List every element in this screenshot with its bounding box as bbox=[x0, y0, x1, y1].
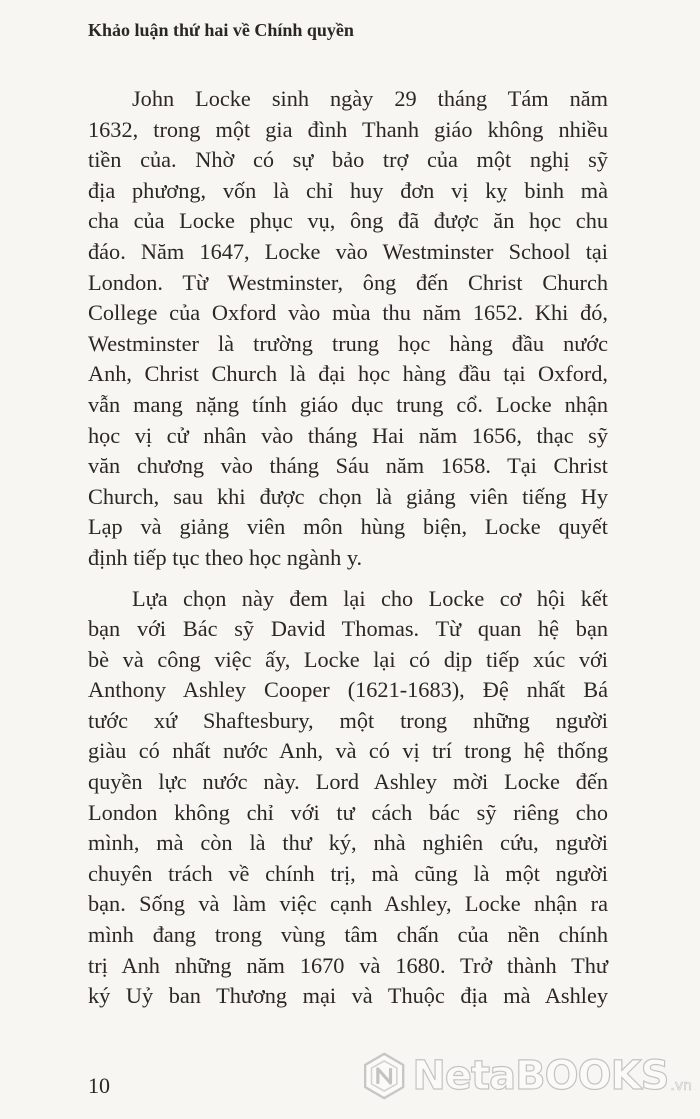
text-line: tiền của. Nhờ có sự bảo trợ của một nghị sỹ bbox=[88, 147, 608, 173]
text-line: vẫn mang nặng tính giáo dục trung cổ. Locke nhận bbox=[88, 391, 608, 417]
running-header: Khảo luận thứ hai về Chính quyền bbox=[88, 20, 354, 40]
text-line: College của Oxford vào mùa thu năm 1652. Khi đó, bbox=[88, 300, 608, 326]
text-line: ký Uỷ ban Thương mại và Thuộc địa mà Ashley bbox=[88, 983, 608, 1009]
text-line: John Locke sinh ngày 29 tháng Tám năm bbox=[132, 86, 608, 111]
text-line: bè và công việc ấy, Locke lại có dịp tiếp xúc với bbox=[88, 646, 608, 672]
text-line: bạn. Sống và làm việc cạnh Ashley, Locke nhận ra bbox=[88, 891, 608, 917]
text-line: định tiếp tục theo học ngành y. bbox=[88, 544, 363, 570]
text-line: Westminster là trường trung học hàng đầu nước bbox=[88, 330, 608, 356]
text-line: tước xứ Shaftesbury, một trong những người bbox=[88, 707, 608, 733]
paragraph bbox=[88, 84, 608, 574]
text-line: văn chương vào tháng Sáu năm 1658. Tại Christ bbox=[88, 453, 608, 479]
text-line: Anthony Ashley Cooper (1621-1683), Đệ nhất Bá bbox=[88, 677, 608, 703]
text-line: 1632, trong một gia đình Thanh giáo không nhiều bbox=[88, 116, 608, 142]
text-line: mình đang trong vùng tâm chấn của nền chính bbox=[88, 922, 608, 948]
netabooks-watermark bbox=[362, 1044, 692, 1108]
text-line: London không chỉ với tư cách bác sỹ riêng cho bbox=[88, 799, 608, 825]
body-text bbox=[88, 84, 608, 1012]
text-line: chuyên trách về chính trị, mà cũng là một người bbox=[88, 860, 608, 886]
text-line: giàu có nhất nước Anh, và có vị trí trong hệ thống bbox=[88, 738, 608, 764]
text-line: Church, sau khi được chọn là giảng viên tiếng Hy bbox=[88, 483, 608, 509]
paragraph-gap bbox=[88, 574, 608, 584]
page-number: 10 bbox=[88, 1073, 110, 1098]
watermark-suffix: .vn bbox=[670, 1078, 692, 1094]
text-line: Lạp và giảng viên môn hùng biện, Locke quyết bbox=[88, 514, 608, 540]
netabooks-logo-icon bbox=[362, 1045, 406, 1107]
text-line: cha của Locke phục vụ, ông đã được ăn học chu bbox=[88, 208, 608, 234]
text-line: Anh, Christ Church là đại học hàng đầu tại Oxford, bbox=[88, 361, 608, 387]
text-line: học vị cử nhân vào tháng Hai năm 1656, thạc sỹ bbox=[88, 422, 608, 448]
paragraph bbox=[88, 584, 608, 1012]
text-line: mình, mà còn là thư ký, nhà nghiên cứu, người bbox=[88, 830, 608, 856]
watermark-brand: NetaBOOKS bbox=[412, 1053, 669, 1099]
text-line: quyền lực nước này. Lord Ashley mời Locke đến bbox=[88, 769, 608, 795]
text-line: địa phương, vốn là chỉ huy đơn vị kỵ binh mà bbox=[88, 177, 608, 203]
text-line: London. Từ Westminster, ông đến Christ Church bbox=[88, 269, 608, 295]
text-line: đáo. Năm 1647, Locke vào Westminster School tại bbox=[88, 238, 608, 264]
text-line: trị Anh những năm 1670 và 1680. Trở thành Thư bbox=[88, 952, 608, 978]
text-line: bạn với Bác sỹ David Thomas. Từ quan hệ bạn bbox=[88, 616, 608, 642]
text-line: Lựa chọn này đem lại cho Locke cơ hội kết bbox=[132, 585, 608, 611]
